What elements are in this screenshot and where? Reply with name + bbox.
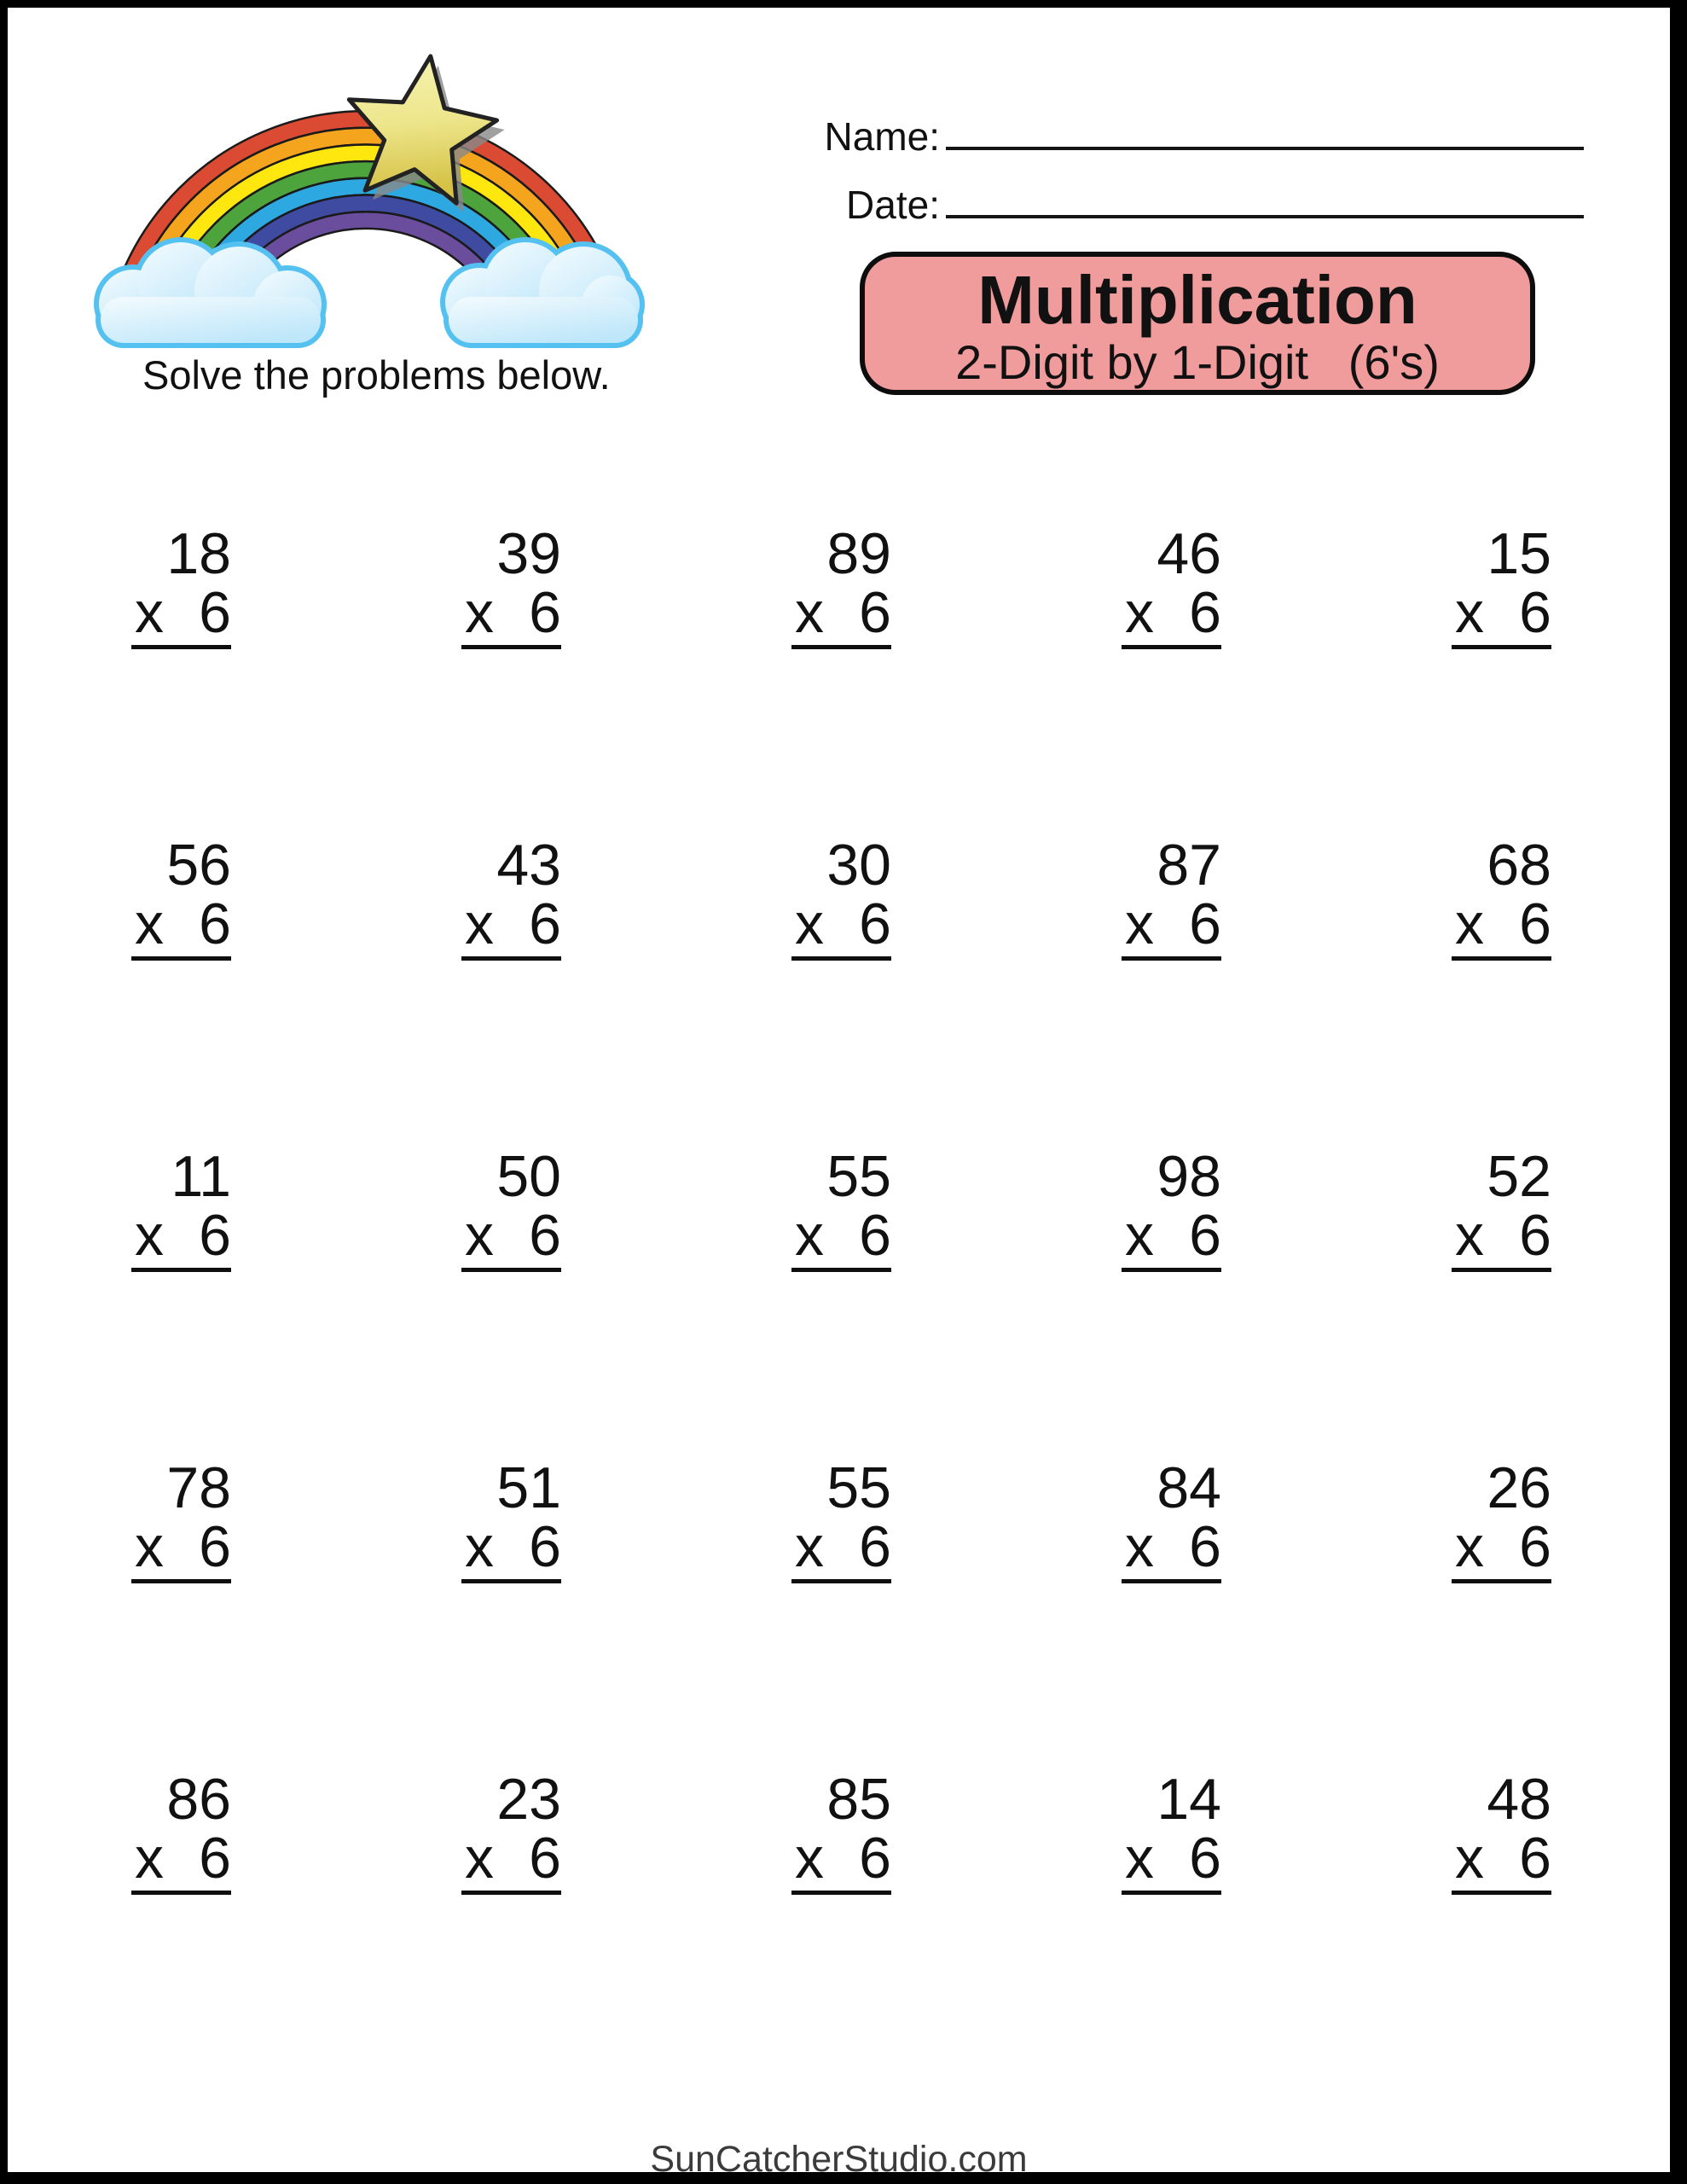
problem-multiplier: 6 [859, 1826, 891, 1891]
problem [1452, 1144, 1551, 1272]
problem [1452, 1767, 1551, 1895]
problem-bottom-line [1452, 580, 1551, 645]
problem-operator: x [795, 1826, 824, 1891]
problem [131, 521, 231, 649]
cloud-left-icon [94, 237, 327, 348]
problem-bottom-line [791, 580, 891, 645]
problem [791, 521, 891, 649]
problem-operator: x [135, 1203, 164, 1268]
problem [461, 1144, 561, 1272]
problem-multiplier: 6 [529, 1514, 561, 1579]
problem-top-number: 18 [166, 521, 231, 586]
problem-operator: x [465, 580, 494, 645]
problem-multiplier: 6 [199, 1826, 231, 1891]
problem-operator: x [1455, 1826, 1484, 1891]
problem-bottom-line [1452, 1826, 1551, 1891]
problem-bottom-line [461, 1826, 561, 1891]
problem-top-number: 43 [496, 833, 561, 897]
problem-multiplier: 6 [1189, 580, 1221, 645]
problem-multiplier: 6 [199, 1203, 231, 1268]
problem-multiplier: 6 [859, 1514, 891, 1579]
problem [791, 1767, 891, 1895]
problem-top-number: 39 [496, 521, 561, 586]
problem-top-number: 46 [1157, 521, 1221, 586]
problem-operator: x [1455, 580, 1484, 645]
problem-multiplier: 6 [1189, 1826, 1221, 1891]
problem-operator: x [795, 892, 824, 956]
problem-top-number: 87 [1157, 833, 1221, 897]
problem-multiplier: 6 [1519, 1826, 1551, 1891]
problem [1122, 521, 1221, 649]
problem-bottom-line [131, 1203, 231, 1268]
problem-operator: x [1125, 1826, 1154, 1891]
problem [131, 1455, 231, 1583]
worksheet-subtitle: 2-Digit by 1-Digit (6's) [955, 335, 1440, 389]
problem-multiplier: 6 [859, 580, 891, 645]
problem [1122, 1767, 1221, 1895]
problem-operator: x [1125, 580, 1154, 645]
problem [461, 833, 561, 961]
problem [461, 1455, 561, 1583]
problem [1452, 833, 1551, 961]
problem-multiplier: 6 [529, 1826, 561, 1891]
problem-multiplier: 6 [1189, 1203, 1221, 1268]
problem-multiplier: 6 [859, 892, 891, 956]
problem-operator: x [795, 580, 824, 645]
problem-bottom-line [791, 1514, 891, 1579]
problem-top-number: 55 [826, 1144, 891, 1209]
problem-bottom-line [1452, 892, 1551, 956]
problem-top-number: 56 [166, 833, 231, 897]
problem-operator: x [465, 1203, 494, 1268]
problem-bottom-line [1122, 1514, 1221, 1579]
problem [791, 1455, 891, 1583]
problems-grid [16, 521, 1667, 2082]
problem-top-number: 55 [826, 1455, 891, 1520]
problem-top-number: 48 [1487, 1767, 1551, 1832]
problem-top-number: 15 [1487, 521, 1551, 586]
problem-top-number: 30 [826, 833, 891, 897]
problem-bottom-line [1122, 1826, 1221, 1891]
problem-bottom-line [1122, 580, 1221, 645]
problem-top-number: 98 [1157, 1144, 1221, 1209]
problem-top-number: 68 [1487, 833, 1551, 897]
problem [461, 521, 561, 649]
problem-bottom-line [791, 1203, 891, 1268]
title-box [860, 252, 1535, 395]
problem [131, 1144, 231, 1272]
problem-top-number: 50 [496, 1144, 561, 1209]
problem [1122, 833, 1221, 961]
problem-bottom-line [1122, 1203, 1221, 1268]
worksheet-title: Multiplication [977, 262, 1417, 338]
problem [1452, 521, 1551, 649]
problem-multiplier: 6 [859, 1203, 891, 1268]
date-label: Date: [846, 183, 940, 227]
problem [791, 833, 891, 961]
problem-bottom-line [131, 892, 231, 956]
problem-operator: x [465, 1826, 494, 1891]
problem-operator: x [135, 580, 164, 645]
problem-multiplier: 6 [1189, 892, 1221, 956]
rainbow-graphic [80, 46, 650, 404]
problem-operator: x [465, 1514, 494, 1579]
problem-bottom-line [791, 1826, 891, 1891]
problem-multiplier: 6 [529, 580, 561, 645]
problem-top-number: 85 [826, 1767, 891, 1832]
footer-site-text: SunCatcherStudio.com [650, 2139, 1028, 2180]
problem-top-number: 26 [1487, 1455, 1551, 1520]
problem-multiplier: 6 [1519, 892, 1551, 956]
problem-top-number: 78 [166, 1455, 231, 1520]
problem-operator: x [795, 1203, 824, 1268]
problem-operator: x [1125, 892, 1154, 956]
problem-multiplier: 6 [199, 892, 231, 956]
problem-bottom-line [131, 580, 231, 645]
problem-top-number: 89 [826, 521, 891, 586]
problem [461, 1767, 561, 1895]
problem-multiplier: 6 [1519, 1203, 1551, 1268]
problem-operator: x [465, 892, 494, 956]
problem-bottom-line [791, 892, 891, 956]
problem-multiplier: 6 [199, 580, 231, 645]
problem-top-number: 84 [1157, 1455, 1221, 1520]
problem-operator: x [135, 1826, 164, 1891]
problem-operator: x [135, 1514, 164, 1579]
problem-multiplier: 6 [1519, 1514, 1551, 1579]
problem [791, 1144, 891, 1272]
problem-bottom-line [461, 1203, 561, 1268]
problem-bottom-line [461, 1514, 561, 1579]
name-label: Name: [824, 114, 940, 159]
problem-top-number: 11 [171, 1144, 231, 1209]
problem-bottom-line [1452, 1514, 1551, 1579]
problem-top-number: 23 [496, 1767, 561, 1832]
problem-operator: x [1125, 1514, 1154, 1579]
problem-multiplier: 6 [199, 1514, 231, 1579]
problem-top-number: 86 [166, 1767, 231, 1832]
problem-bottom-line [131, 1514, 231, 1579]
problem-bottom-line [461, 892, 561, 956]
problem [1122, 1144, 1221, 1272]
problem-top-number: 51 [496, 1455, 561, 1520]
problem-operator: x [135, 892, 164, 956]
problem-multiplier: 6 [1189, 1514, 1221, 1579]
problem [131, 1767, 231, 1895]
problem-operator: x [1455, 1203, 1484, 1268]
problem-operator: x [1125, 1203, 1154, 1268]
problem-operator: x [1455, 892, 1484, 956]
instruction-text: Solve the problems below. [142, 352, 611, 398]
problem-multiplier: 6 [529, 1203, 561, 1268]
problem-bottom-line [1122, 892, 1221, 956]
problem-operator: x [1455, 1514, 1484, 1579]
problem-operator: x [795, 1514, 824, 1579]
problem [1452, 1455, 1551, 1583]
date-line[interactable] [946, 215, 1584, 218]
problem-multiplier: 6 [1519, 580, 1551, 645]
problem-bottom-line [1452, 1203, 1551, 1268]
problem [131, 833, 231, 961]
problem [1122, 1455, 1221, 1583]
name-line[interactable] [946, 147, 1584, 150]
problem-bottom-line [461, 580, 561, 645]
problem-top-number: 52 [1487, 1144, 1551, 1209]
problem-top-number: 14 [1157, 1767, 1221, 1832]
problem-bottom-line [131, 1826, 231, 1891]
problem-multiplier: 6 [529, 892, 561, 956]
